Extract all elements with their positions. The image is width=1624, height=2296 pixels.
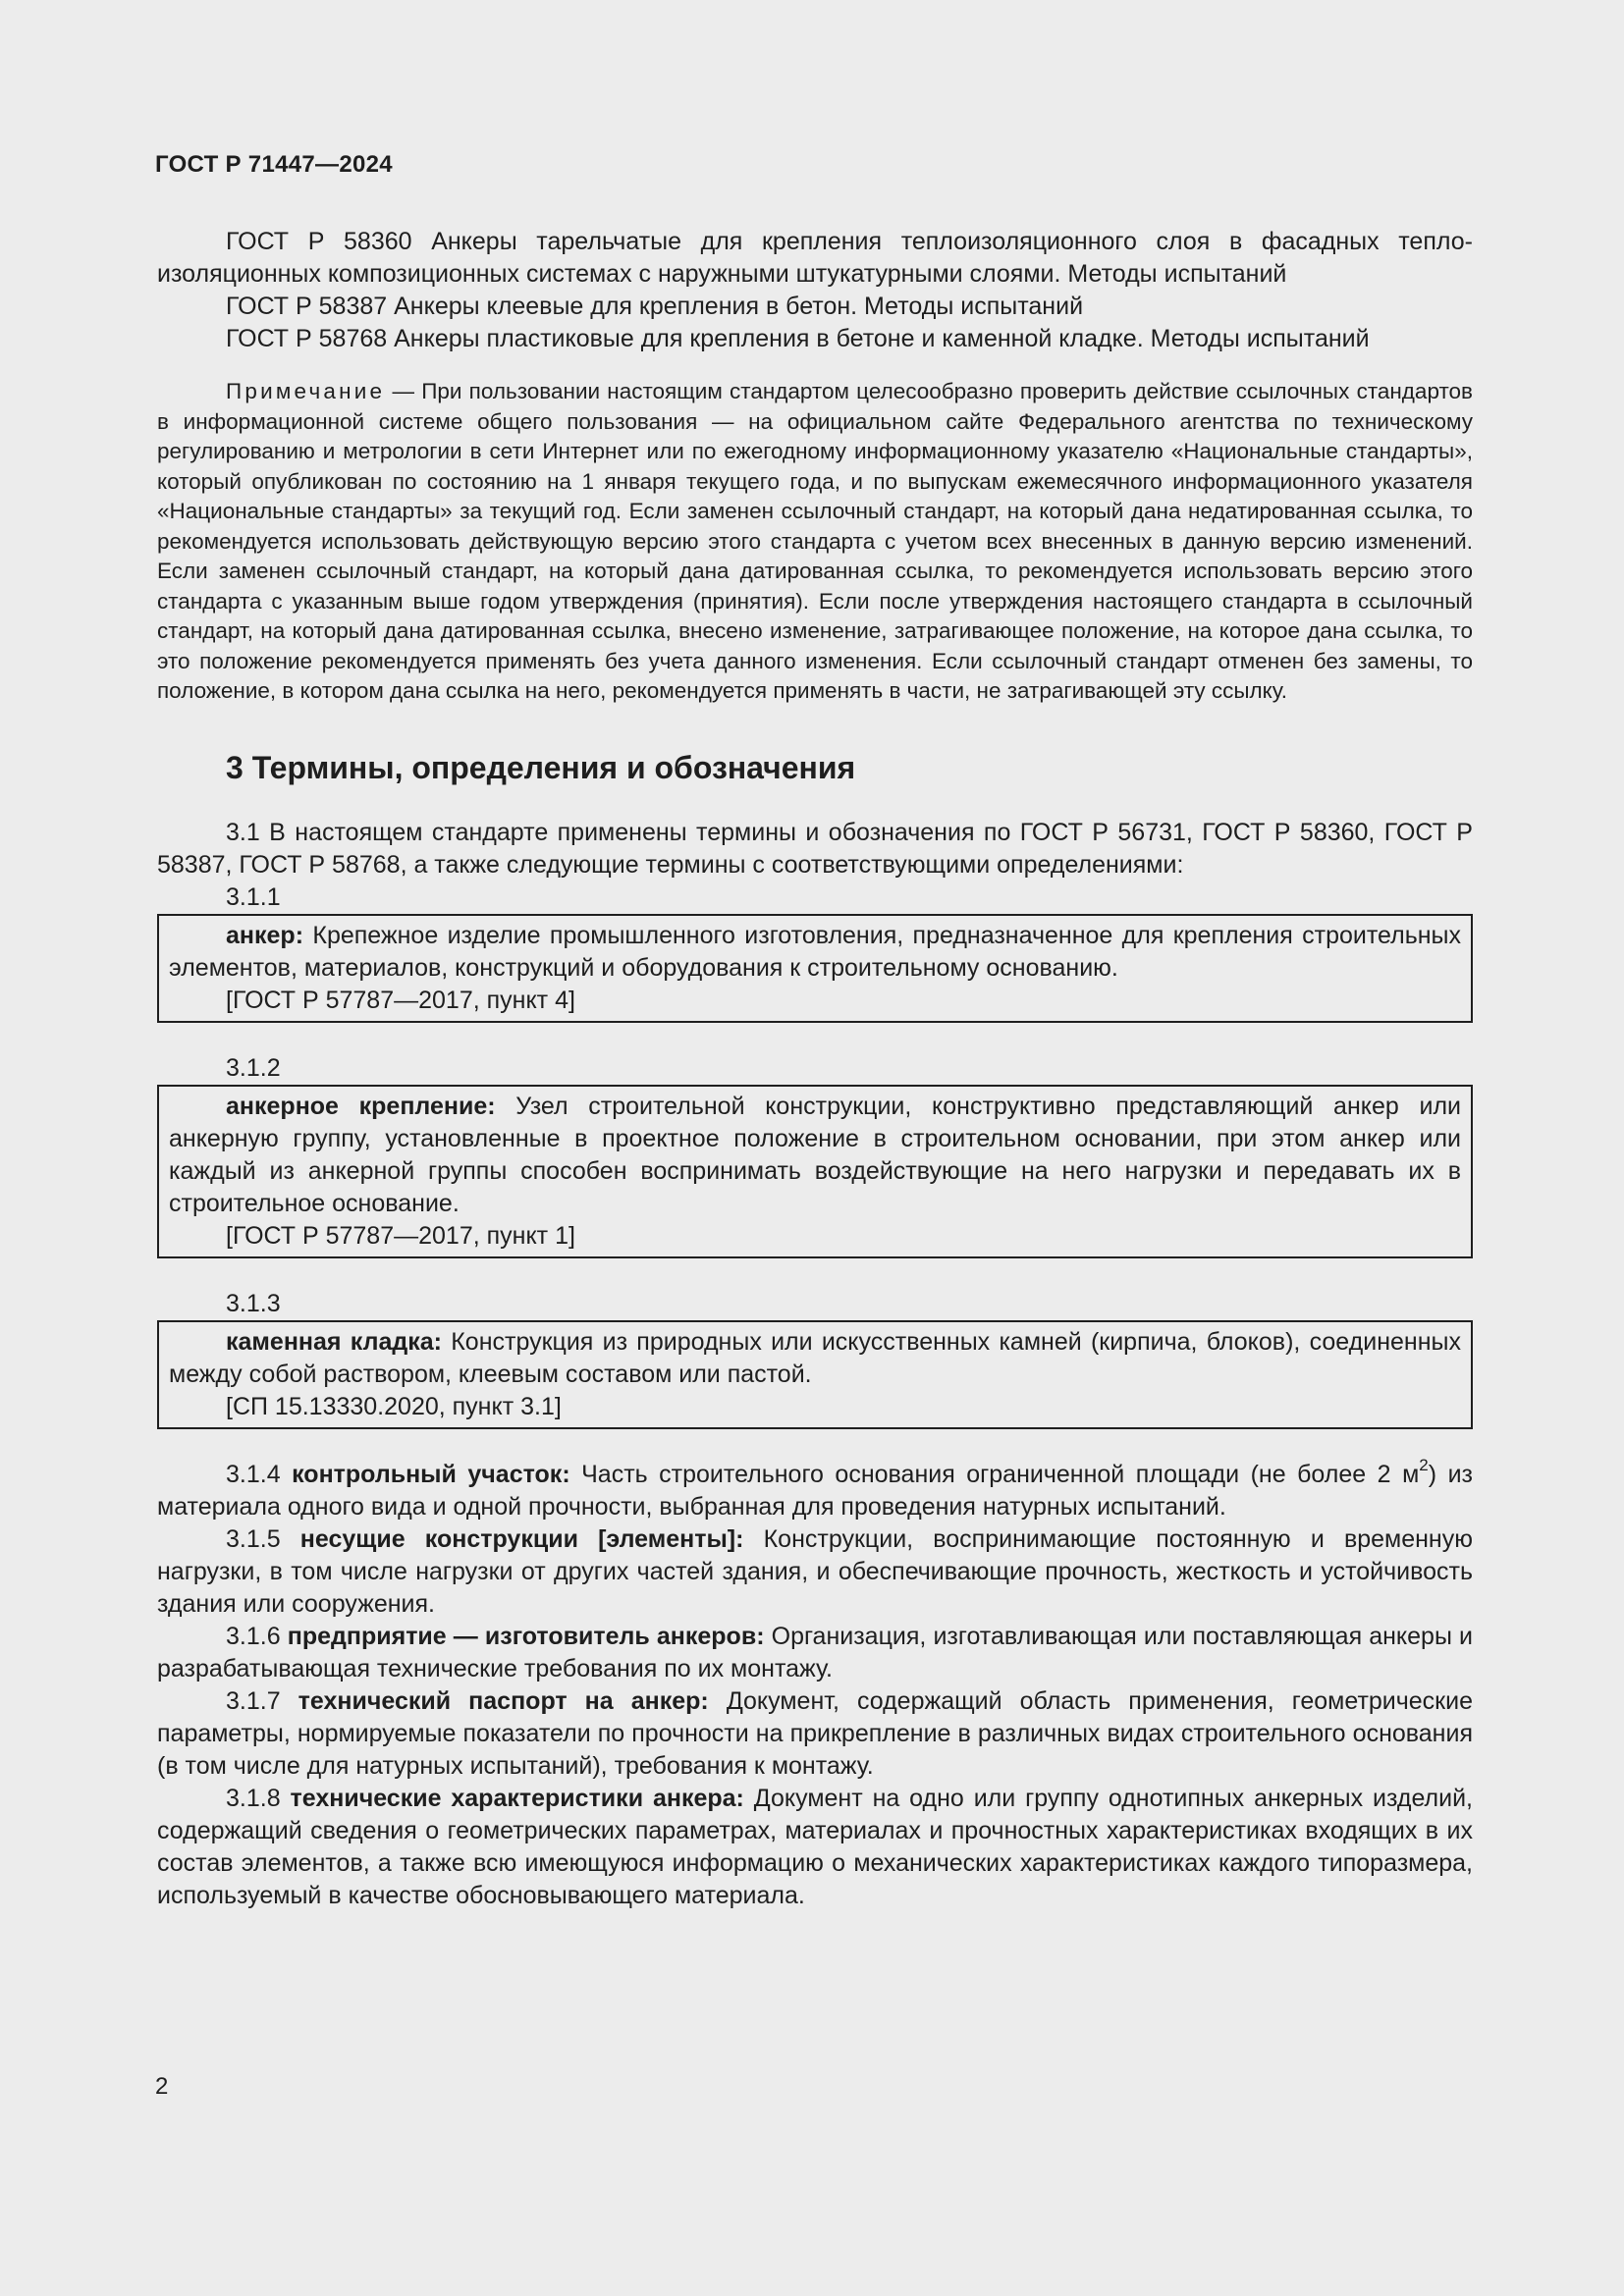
term-paragraph bbox=[157, 1685, 1473, 1783]
term-name: несущие конструкции [элементы]: bbox=[299, 1524, 744, 1553]
definition-text bbox=[169, 1091, 1461, 1220]
page-number: 2 bbox=[155, 2073, 169, 2100]
reference-item bbox=[157, 291, 1473, 323]
term-name: технические характеристики анкера: bbox=[290, 1784, 744, 1812]
section-title: 3 Термины, определения и обозначения bbox=[226, 749, 856, 785]
term-source: [СП 15.13330.2020, пункт 3.1] bbox=[226, 1392, 562, 1420]
term-number: 3.1.8 bbox=[226, 1784, 281, 1812]
definition-box bbox=[157, 1085, 1473, 1258]
term-paragraph bbox=[157, 1783, 1473, 1912]
term-definition: Организация, изготавливающая или поставляющая анкеры и разрабатывающая технические требования по их монтажу. bbox=[157, 1622, 1473, 1682]
section-intro: 3.1 В настоящем стандарте применены термины и обозначения по ГОСТ Р 56731, ГОСТ Р 58360, ГОСТ Р 58387, ГОСТ Р 58768, а также следующие термины с соответствующими определениями: bbox=[157, 818, 1473, 879]
note-label: Примечание bbox=[226, 379, 386, 403]
term-name: технический паспорт на анкер: bbox=[298, 1686, 709, 1715]
term-paragraph bbox=[157, 1456, 1473, 1523]
term-source: [ГОСТ Р 57787—2017, пункт 1] bbox=[226, 1221, 575, 1250]
term-number: 3.1.5 bbox=[226, 1524, 281, 1553]
term-paragraph bbox=[157, 1621, 1473, 1685]
document-code-header: ГОСТ Р 71447—2024 bbox=[155, 151, 393, 178]
term-number: 3.1.6 bbox=[226, 1622, 281, 1650]
term-number: 3.1.7 bbox=[226, 1686, 281, 1715]
term-definition: Конструкция из природных или искусственных камней (кирпича, блоков), соединенных между собой раствором, клеевым составом или пастой. bbox=[169, 1327, 1461, 1388]
term-definition: Часть строительного основания ограниченной площади (не более 2 м bbox=[569, 1460, 1420, 1488]
reference-code: ГОСТ Р 58768 bbox=[226, 325, 388, 352]
superscript: 2 bbox=[1419, 1456, 1429, 1475]
term-definition-end: ) из материала одного вида и одной прочности, выбранная для проведения натурных испытаний. bbox=[157, 1460, 1473, 1521]
term-paragraph bbox=[157, 1523, 1473, 1621]
term-definition: Крепежное изделие промышленного изготовления, предназначенное для крепления строительных элементов, материалов, конструкций и оборудования к строительному основанию. bbox=[169, 921, 1461, 982]
term-name: анкер: bbox=[226, 921, 304, 949]
term-name: контрольный участок: bbox=[292, 1460, 570, 1488]
term-source: [ГОСТ Р 57787—2017, пункт 4] bbox=[226, 986, 575, 1014]
term-number: 3.1.4 bbox=[226, 1460, 281, 1488]
term-number: 3.1.2 bbox=[226, 1053, 281, 1082]
note-text: — При пользовании настоящим стандартом целесообразно проверить действие ссылочных стандартов в информационной системе общего пользования — на официальном сайте Федерального агентства по техническому регулированию и метрологии в сети Интернет или по ежегодному информационному указателю «Национальные стандарты», который опубликован по состоянию на 1 января текущего года, и по выпускам ежемесячного информационного указателя «Национальные стандарты» за текущий год. Если заменен ссылочный стандарт, на который дана недатированная ссылка, то рекомендуется использовать действующую версию этого стандарта с учетом всех внесенных в данную версию изменений. Если заменен ссылочный стандарт, на который дана датированная ссылка, то рекомендуется использовать версию этого стандарта с указанным выше годом утверждения (принятия). Если после утверждения настоящего стандарта в ссылочный стандарт, на который дана датированная ссылка, внесено изменение, затрагивающее положение, на которое дана ссылка, то это положение рекомендуется применять без учета данного изменения. Если ссылочный стандарт отменен без замены, то положение, в котором дана ссылка на него, рекомендуется применять в части, не затрагивающей эту ссылку. bbox=[157, 379, 1473, 703]
term-definition: Документ, содержащий область применения, геометрические параметры, нормируемые показатели по прочности на прикрепление в различных видах строительного основания (в том числе для натурных испытаний), требования к монтажу. bbox=[157, 1686, 1473, 1780]
term-name: анкерное крепление: bbox=[226, 1092, 496, 1120]
reference-title: Анкеры тарельчатые для крепления теплоизоляционного слоя в фасадных теплоизоляционных композиционных системах с наружными штукатурными слоями. Методы испытаний bbox=[157, 228, 1473, 288]
definition-box bbox=[157, 914, 1473, 1023]
reference-code: ГОСТ Р 58360 bbox=[226, 228, 412, 255]
term-definition: Конструкции, воспринимающие постоянную и временную нагрузки, в том числе нагрузки от других частей здания, и обеспечивающие прочность, жесткость и устойчивость здания или сооружения. bbox=[157, 1524, 1473, 1618]
term-name: каменная кладка: bbox=[226, 1327, 442, 1356]
reference-title: Анкеры клеевые для крепления в бетон. Методы испытаний bbox=[394, 293, 1084, 320]
reference-title: Анкеры пластиковые для крепления в бетоне и каменной кладке. Методы испытаний bbox=[394, 325, 1370, 352]
term-number: 3.1.1 bbox=[226, 882, 281, 911]
reference-code: ГОСТ Р 58387 bbox=[226, 293, 388, 320]
reference-item bbox=[157, 323, 1473, 355]
definition-text bbox=[169, 1326, 1461, 1391]
definition-text bbox=[169, 920, 1461, 985]
term-number: 3.1.3 bbox=[226, 1289, 281, 1317]
term-definition: Узел строительной конструкции, конструктивно представляющий анкер или анкерную группу, установленные в проектное положение в строительном основании, при этом анкер или каждый из анкерной группы способен воспринимать воздействующие на него нагрузки и передавать их в строительное основание. bbox=[169, 1092, 1461, 1217]
reference-item bbox=[157, 226, 1473, 291]
term-definition: Документ на одно или группу однотипных анкерных изделий, содержащий сведения о геометрических параметрах, материалах и прочностных характеристиках входящих в их состав элементов, а также всю имеющуюся информацию о механических характеристиках каждого типоразмера, используемый в качестве обосновывающего материала. bbox=[157, 1784, 1473, 1909]
note-paragraph bbox=[157, 377, 1473, 707]
term-name: предприятие — изготовитель анкеров: bbox=[287, 1622, 765, 1650]
page-content bbox=[157, 226, 1473, 1912]
definition-box bbox=[157, 1320, 1473, 1429]
